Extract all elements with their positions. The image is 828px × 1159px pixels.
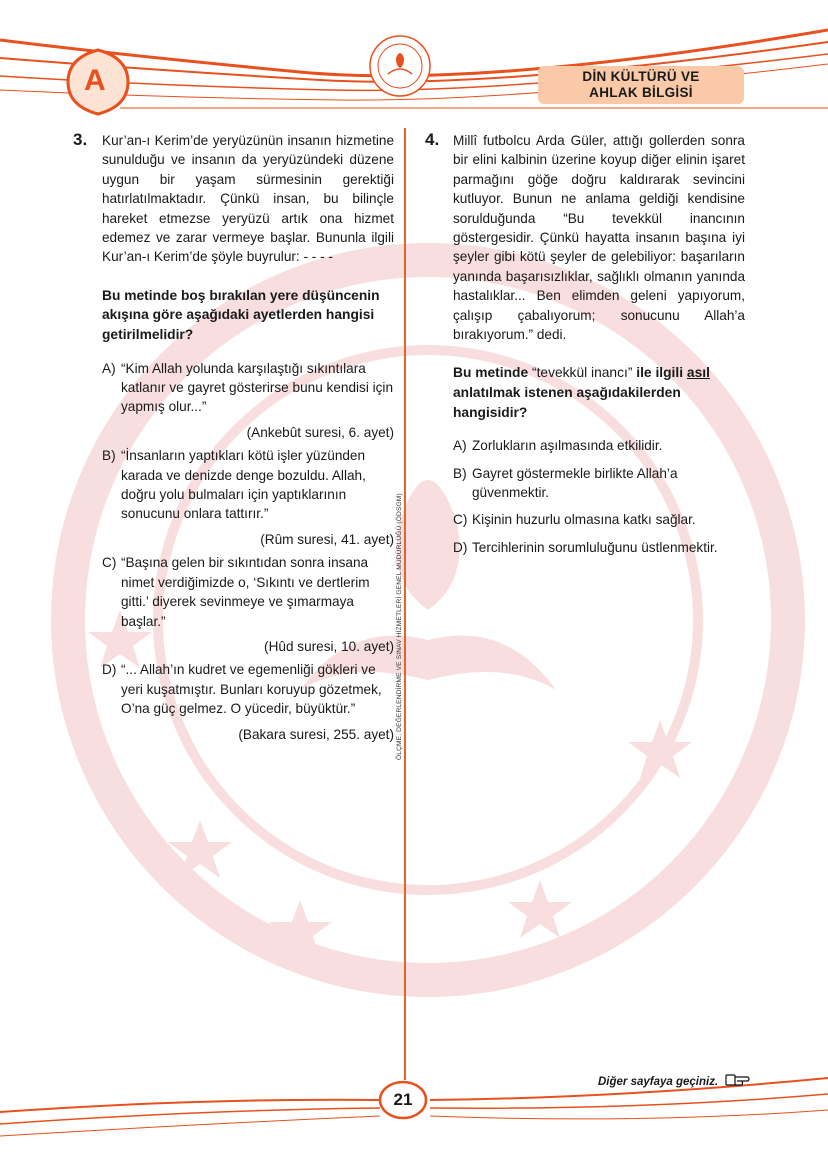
ministry-logo [370,36,430,96]
option-3b[interactable] [102,446,394,524]
option-text: “Başına gelen bir sıkıntıdan sonra insana nimet verdiğimizde o, ‘Sıkıntı ve dertlerim gitti.’ diyerek sevinmeye ve şımarmaya başlar.” [121,555,370,629]
prompt-part-3: anlatılmak istenen aşağıdakilerden hangisidir? [453,385,681,420]
subject-label [538,66,744,104]
option-text: Tercihlerinin sorumluluğunu üstlenmektir. [472,539,718,555]
option-3c[interactable] [102,553,394,631]
option-text: Zorlukların aşılmasında etkilidir. [472,438,663,454]
next-page-note: Diğer sayfaya geçiniz. [598,1076,719,1088]
pointing-hand-icon [726,1075,749,1085]
option-letter: A) [453,438,467,454]
page-number: 21 [393,1090,413,1109]
option-letter: D) [102,662,117,678]
question-4-number: 4. [425,130,440,149]
ministry-side-text: ÖLÇME, DEĞERLENDİRME VE SINAV HİZMETLERİ GENEL MÜDÜRLÜĞÜ (ÖDSGM) [396,493,403,760]
option-4d[interactable] [453,538,745,557]
option-text: Kişinin huzurlu olmasına katkı sağlar. [472,512,696,528]
booklet-letter: A [84,64,106,97]
option-text: “Kim Allah yolunda karşılaştığı sıkıntılara katlanır ve gayret gösterirse bunu kendisi için yapmış olur...” [121,360,394,415]
option-source: (Ankebût suresi, 6. ayet) [246,424,394,440]
option-letter: B) [453,465,467,481]
option-source: (Hûd suresi, 10. ayet) [264,638,394,654]
option-letter: B) [102,448,116,464]
option-letter: A) [102,360,116,376]
question-3-number: 3. [73,130,88,149]
question-3-stem: Kur’an-ı Kerim’de yeryüzünün insanın hizmetine sunulduğu ve insanın da yeryüzündeki düzene uygun bir yaşam sürmesinin gerektiği hatırlatılmaktadır. Çünkü insan, bu bilinçle hareket etmezse yeryüzü artık ona hizmet edemez ve zarar vermeye başlar. Bununla ilgili Kur’an-ı Kerim’de şöyle buyrulur: - - - - [102,133,394,265]
question-4-prompt [453,363,745,422]
option-4c[interactable] [453,510,745,529]
option-letter: C) [102,555,117,571]
question-3 [102,131,394,748]
question-3-prompt: Bu metinde boş bırakılan yere düşüncenin akışına göre aşağıdaki ayetlerden hangisi getirilmelidir? [102,287,380,343]
prompt-underlined: asıl [686,365,710,381]
option-4b[interactable] [453,464,745,503]
prompt-quote: “tevekkül inancı” [531,365,633,381]
option-source: (Bakara suresi, 255. ayet) [238,726,394,742]
option-3a[interactable] [102,359,394,417]
option-text: “... Allah’ın kudret ve egemenliği gökleri ve yeri kuşatmıştır. Bunları koruyup gözetmek, O’na güç gelmez. O yücedir, büyüktür.” [121,662,382,717]
option-text: Gayret göstermekle birlikte Allah’a güvenmektir. [472,465,678,501]
subject-line-2: AHLAK BİLGİSİ [589,85,693,100]
option-3d[interactable] [102,660,394,718]
option-source: (Rûm suresi, 41. ayet) [260,531,394,547]
prompt-part-1: Bu metinde [453,365,529,381]
prompt-part-2: ile ilgili [636,365,684,381]
question-4 [453,131,745,563]
option-4a[interactable] [453,436,745,455]
option-letter: D) [453,539,468,555]
option-text: “İnsanların yaptıkları kötü işler yüzünden karada ve denizde denge bozuldu. Allah, doğru yolu bulmaları için yaptıklarının sonucunu onlara tattırır.” [121,448,366,522]
option-letter: C) [453,512,468,528]
question-4-stem: Millî futbolcu Arda Güler, attığı gollerden sonra bir elini kalbinin üzerine koyup diğer elinin işaret parmağını göğe doğru kaldırarak sevincini kutluyor. Bunun ne anlama geldiği kendisine sorulduğunda “Bu tevekkül inancının göstergesidir. Çünkü hayatta insanın başına iyi şeyler gibi kötü şeyler de gelebiliyor: başarıların yanında başarısızlıklar, sağlıklı olmanın yanında hastalıklar... Ben elimden geleni yapıyorum, çalışıp çabalıyorum; sonucunu Allah’a bırakıyorum.” dedi. [453,133,745,343]
subject-line-1: DİN KÜLTÜRÜ VE [582,69,700,84]
